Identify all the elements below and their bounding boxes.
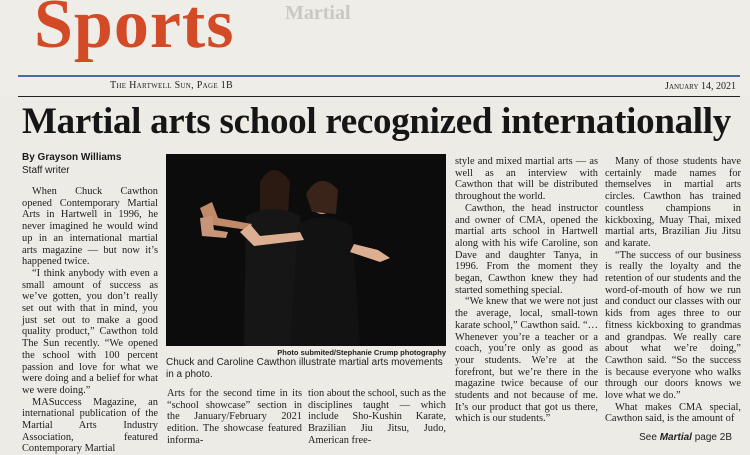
paragraph: “The success of our business is really the loyalty and the retention of our students and the word-of-mouth of how we run and conduct our classes with our kids from ages three to our fitness kickboxing to grandmas and grandpas. We really care about what we’re doing,” Cawthon said. “So the success is because everyone who walks through our doors knows we love what we do.” [605,249,741,402]
article-column-4 [455,156,598,425]
paragraph: Many of those students have certainly made names for themselves in martial arts circles. Cawthon has trained countless champions in kickboxing, Muay Thai, mixed martial arts, Brazilian Jiu Jitsu and karate. [605,156,741,249]
paragraph: Arts for the second time in its “school showcase” section in the January/February 2021 edition. The showcase featured informa- [167,388,302,446]
masthead [0,0,750,96]
byline-role: Staff writer [22,165,70,176]
martial-arts-photo-illustration [166,154,446,346]
jump-prefix: See [639,432,660,443]
paragraph: tion about the school, such as the disciplines taught — which include Sho-Kushin Karate, Brazilian Jiu Jitsu, Judo, American free- [308,388,446,446]
issue-date: January 14, 2021 [665,81,736,92]
article-photo [166,154,446,346]
bleed-through-text: Martial [285,2,351,24]
byline-author: By Grayson Williams [22,152,122,163]
paragraph: style and mixed martial arts — as well as an interview with Cawthon that will be distributed throughout the world. [455,156,598,203]
paragraph: When Chuck Cawthon opened Contemporary Martial Arts in Hartwell in 1996, he never imagined he would wind up in an international martial arts magazine — but now it’s happened twice. [22,186,158,268]
article-column-5 [605,156,741,425]
photo-caption: Chuck and Caroline Cawthon illustrate martial arts movements in a photo. [166,357,443,380]
paragraph: MASuccess Magazine, an international publication of the Martial Arts Industry Association, featured Contemporary Martial [22,396,158,455]
jump-suffix: page 2B [691,432,732,443]
byline [22,151,121,177]
paragraph: “We knew that we were not just the average, local, small-town karate school,” Cawthon said. “… Whenever you’re a teacher or a coach, you’re only as good as your students. We’re at the forefront, but we’re there in the magazine twice because of our students and not because of me. It’s our product that got us there, which is our students.” [455,296,598,425]
paragraph: “I think anybody with even a small amount of success as we’ve gotten, you don’t really set out with that in mind, you just set out to make a good quality product,” Cawthon told The Sun recently. “We opened the school with 100 percent passion and love for what we were doing and a belief for what we were doing.” [22,267,158,396]
masthead-rule-black [18,96,740,97]
paragraph: Cawthon, the head instructor and owner of CMA, opened the martial arts school in Hartwell along with his wife Caroline, son Dave and daughter Tanya, in 1996. From the moment they began, Cawthon knew they had started something special. [455,202,598,296]
article-column-2 [167,388,302,447]
article-column-3 [308,388,446,447]
paragraph: What makes CMA special, Cawthon said, is the amount of [605,401,741,425]
section-title: Sports [34,0,235,63]
photo-credit: Photo submited/Stephanie Crump photography [277,348,446,357]
paper-page-line: The Hartwell Sun, Page 1B [110,80,233,91]
article-column-1 [22,186,158,455]
continued-on-jump-line [639,432,732,443]
masthead-rule-blue [18,75,740,77]
jump-keyword: Martial [659,432,692,443]
headline: Martial arts school recognized internationally [22,101,731,142]
